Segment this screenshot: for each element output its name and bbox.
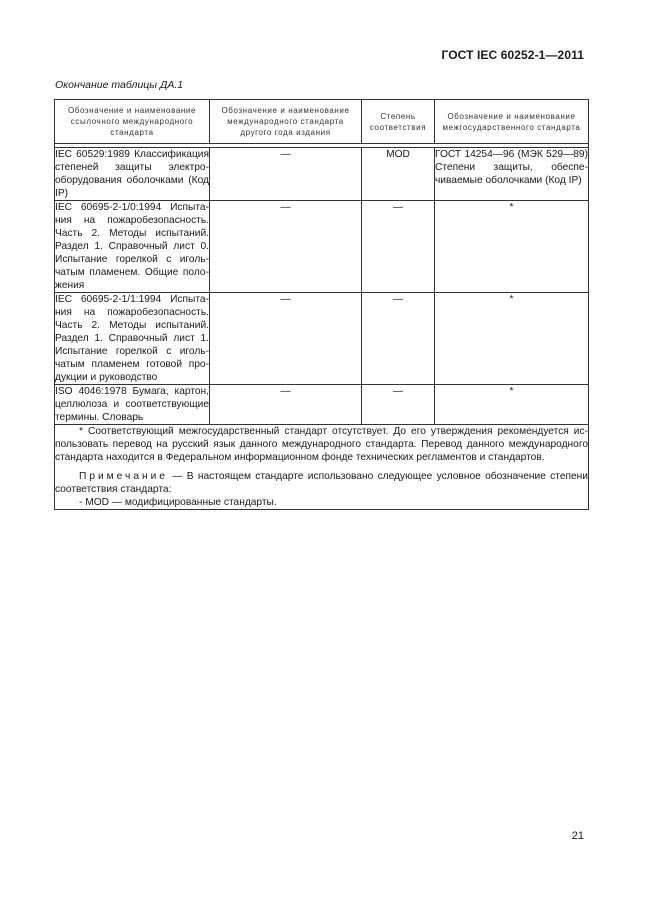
header-ref-standard: Обозначение и наименование ссылочного международного стандарта (55, 100, 210, 144)
interstate-standard-cell: * (435, 293, 589, 385)
ref-standard-cell: IEC 60695-2-1/0:1994 Испытания на пожаробезопасность. Часть 2. Методы испытаний. Раздел 1. Справочный лист 0. Испытание горелкой с игольчатым пламенем. Общие положения (55, 202, 209, 291)
ref-standard-cell: ISO 4046:1978 Бумага, картон, целлюлоза и соответствующие термины. Словарь (55, 386, 209, 423)
note (55, 470, 588, 496)
note-list-item: - MOD — модифицированные стандарты. (79, 497, 277, 508)
note-label: Примечание (79, 471, 168, 482)
table-row (55, 201, 589, 293)
page-number: 21 (571, 830, 584, 842)
header-interstate-standard: Обозначение и наименование межгосударственного стандарта (435, 100, 589, 144)
standards-table (54, 99, 589, 510)
table-row (55, 293, 589, 385)
degree-cell: MOD (362, 148, 435, 201)
degree-cell: — (362, 293, 435, 385)
interstate-standard-cell: ГОСТ 14254—96 (МЭК 529—89) Степени защиты, обеспечиваемые оболочками (Код IP) (435, 148, 589, 201)
document-title: ГОСТ IEC 60252-1—2011 (441, 48, 584, 62)
header-degree: Степень соответствия (362, 100, 435, 144)
ref-standard-cell: IEC 60529:1989 Классификация степеней защиты электрооборудования оболочками (Код IP) (55, 149, 209, 199)
table-row (55, 148, 589, 201)
other-standard-cell: — (210, 293, 362, 385)
interstate-standard-cell: * (435, 201, 589, 293)
table-notes-row (55, 425, 589, 510)
table-caption: Окончание таблицы ДА.1 (55, 79, 184, 91)
table-row (55, 385, 589, 425)
ref-standard-cell: IEC 60695-2-1/1:1994 Испытания на пожаробезопасность. Часть 2. Методы испытаний. Раздел 1. Справочный лист 1. Испытание горелкой с игольчатым пламенем готовой продукции и руководство (55, 294, 209, 383)
footnote: * Соответствующий межгосударственный стандарт отсутствует. До его утверждения рекомендуется использовать перевод на русский язык данного международного стандарта. Перевод данного международного стандарта находится в Федеральном информационном фонде технических регламентов и стандартов. (55, 426, 588, 463)
degree-cell: — (362, 201, 435, 293)
interstate-standard-cell: * (435, 385, 589, 425)
other-standard-cell: — (210, 148, 362, 201)
degree-cell: — (362, 385, 435, 425)
note-text: — В настоящем стандарте использовано следующее условное обозначение степени соответствия стандарта: (55, 471, 588, 495)
other-standard-cell: — (210, 385, 362, 425)
table-header-row (55, 100, 589, 144)
other-standard-cell: — (210, 201, 362, 293)
table-notes (55, 425, 589, 510)
header-other-year-standard: Обозначение и наименование международного стандарта другого года издания (210, 100, 362, 144)
